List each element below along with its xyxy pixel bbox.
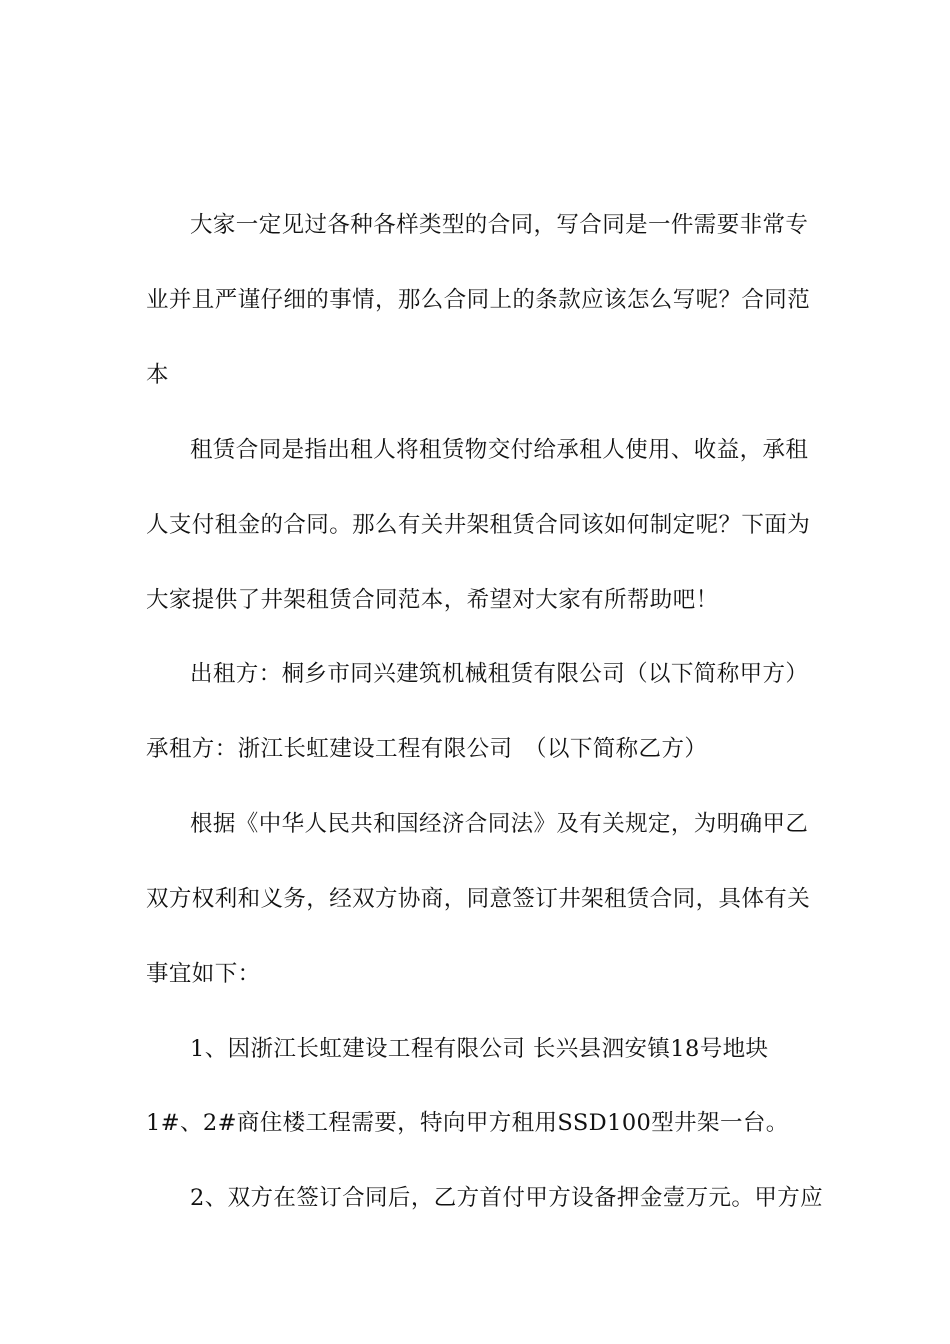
clause-2-line-1: 2、双方在签订合同后，乙方首付甲方设备押金壹万元。甲方应: [190, 1185, 824, 1211]
clause-1-line-1: 1、因浙江长虹建设工程有限公司 长兴县泗安镇18号地块: [190, 1036, 769, 1062]
paragraph-intro-line-3: 本: [146, 362, 169, 388]
paragraph-intro-line-1: 大家一定见过各种各样类型的合同，写合同是一件需要非常专: [190, 212, 809, 238]
paragraph-definition-line-2: 人支付租金的合同。那么有关井架租赁合同该如何制定呢？下面为: [146, 512, 811, 538]
paragraph-definition-line-3: 大家提供了井架租赁合同范本，希望对大家有所帮助吧！: [146, 587, 719, 613]
paragraph-basis-line-3: 事宜如下：: [146, 961, 261, 987]
paragraph-intro-line-2: 业并且严谨仔细的事情，那么合同上的条款应该怎么写呢？合同范: [146, 287, 811, 313]
paragraph-basis-line-2: 双方权利和义务，经双方协商，同意签订井架租赁合同，具体有关: [146, 886, 811, 912]
paragraph-basis-line-1: 根据《中华人民共和国经济合同法》及有关规定，为明确甲乙: [190, 811, 809, 837]
paragraph-definition-line-1: 租赁合同是指出租人将租赁物交付给承租人使用、收益，承租: [190, 437, 809, 463]
lessee-line: 承租方：浙江长虹建设工程有限公司 （以下简称乙方）: [146, 736, 708, 762]
clause-1-line-2: 1#、2#商住楼工程需要，特向甲方租用SSD100型井架一台。: [146, 1110, 789, 1136]
lessor-line: 出租方：桐乡市同兴建筑机械租赁有限公司（以下简称甲方）: [190, 661, 809, 687]
